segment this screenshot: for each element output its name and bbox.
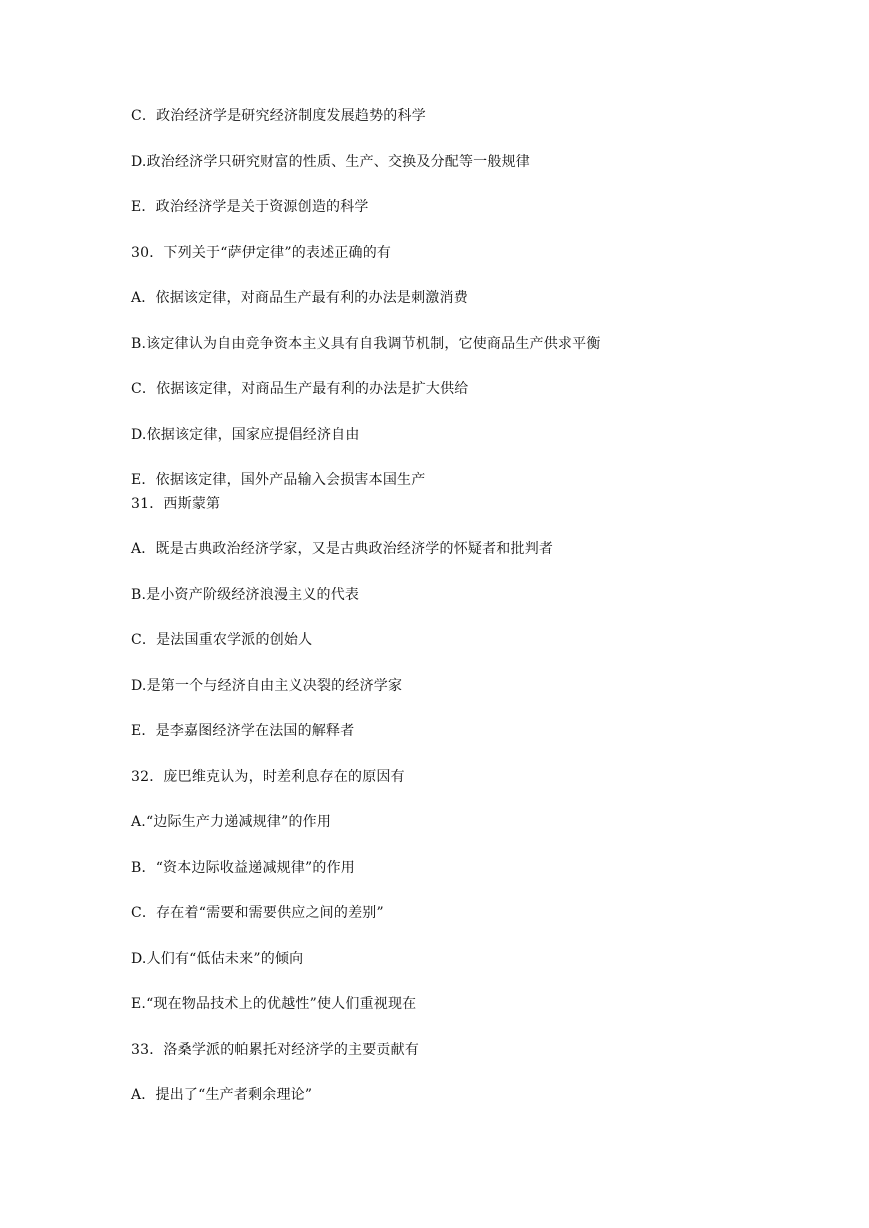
question-33: 33．洛桑学派的帕累托对经济学的主要贡献有 [131,1042,420,1058]
question-30: 30．下列关于“萨伊定律”的表述正确的有 [131,245,392,261]
option-30-b: B.该定律认为自由竞争资本主义具有自我调节机制，它使商品生产供求平衡 [131,336,601,352]
option-32-e: E.“现在物品技术上的优越性”使人们重视现在 [131,996,417,1012]
option-29-e: E．政治经济学是关于资源创造的科学 [131,199,369,215]
option-29-c: C．政治经济学是研究经济制度发展趋势的科学 [131,108,426,124]
option-30-a: A．依据该定律，对商品生产最有利的办法是刺激消费 [131,290,468,306]
option-31-a: A．既是古典政治经济学家，又是古典政治经济学的怀疑者和批判者 [131,541,554,557]
option-33-a: A．提出了“生产者剩余理论” [131,1087,313,1103]
option-31-e: E．是李嘉图经济学在法国的解释者 [131,723,355,739]
option-30-d: D.依据该定律，国家应提倡经济自由 [131,427,360,443]
option-32-a: A.“边际生产力递减规律”的作用 [131,814,332,830]
question-32: 32．庞巴维克认为，时差利息存在的原因有 [131,769,405,785]
option-32-c: C．存在着“需要和需要供应之间的差别” [131,905,384,921]
option-32-b: B．“资本边际收益递减规律”的作用 [131,860,356,876]
option-30-e: E．依据该定律，国外产品输入会损害本国生产 [131,472,426,488]
option-31-c: C．是法国重农学派的创始人 [131,632,313,648]
option-32-d: D.人们有“低估未来”的倾向 [131,951,304,967]
option-29-d: D.政治经济学只研究财富的性质、生产、交换及分配等一般规律 [131,154,530,170]
option-30-c: C．依据该定律，对商品生产最有利的办法是扩大供给 [131,381,469,397]
question-31: 31．西斯蒙第 [131,496,221,512]
option-31-b: B.是小资产阶级经济浪漫主义的代表 [131,587,360,603]
option-31-d: D.是第一个与经济自由主义决裂的经济学家 [131,678,403,694]
